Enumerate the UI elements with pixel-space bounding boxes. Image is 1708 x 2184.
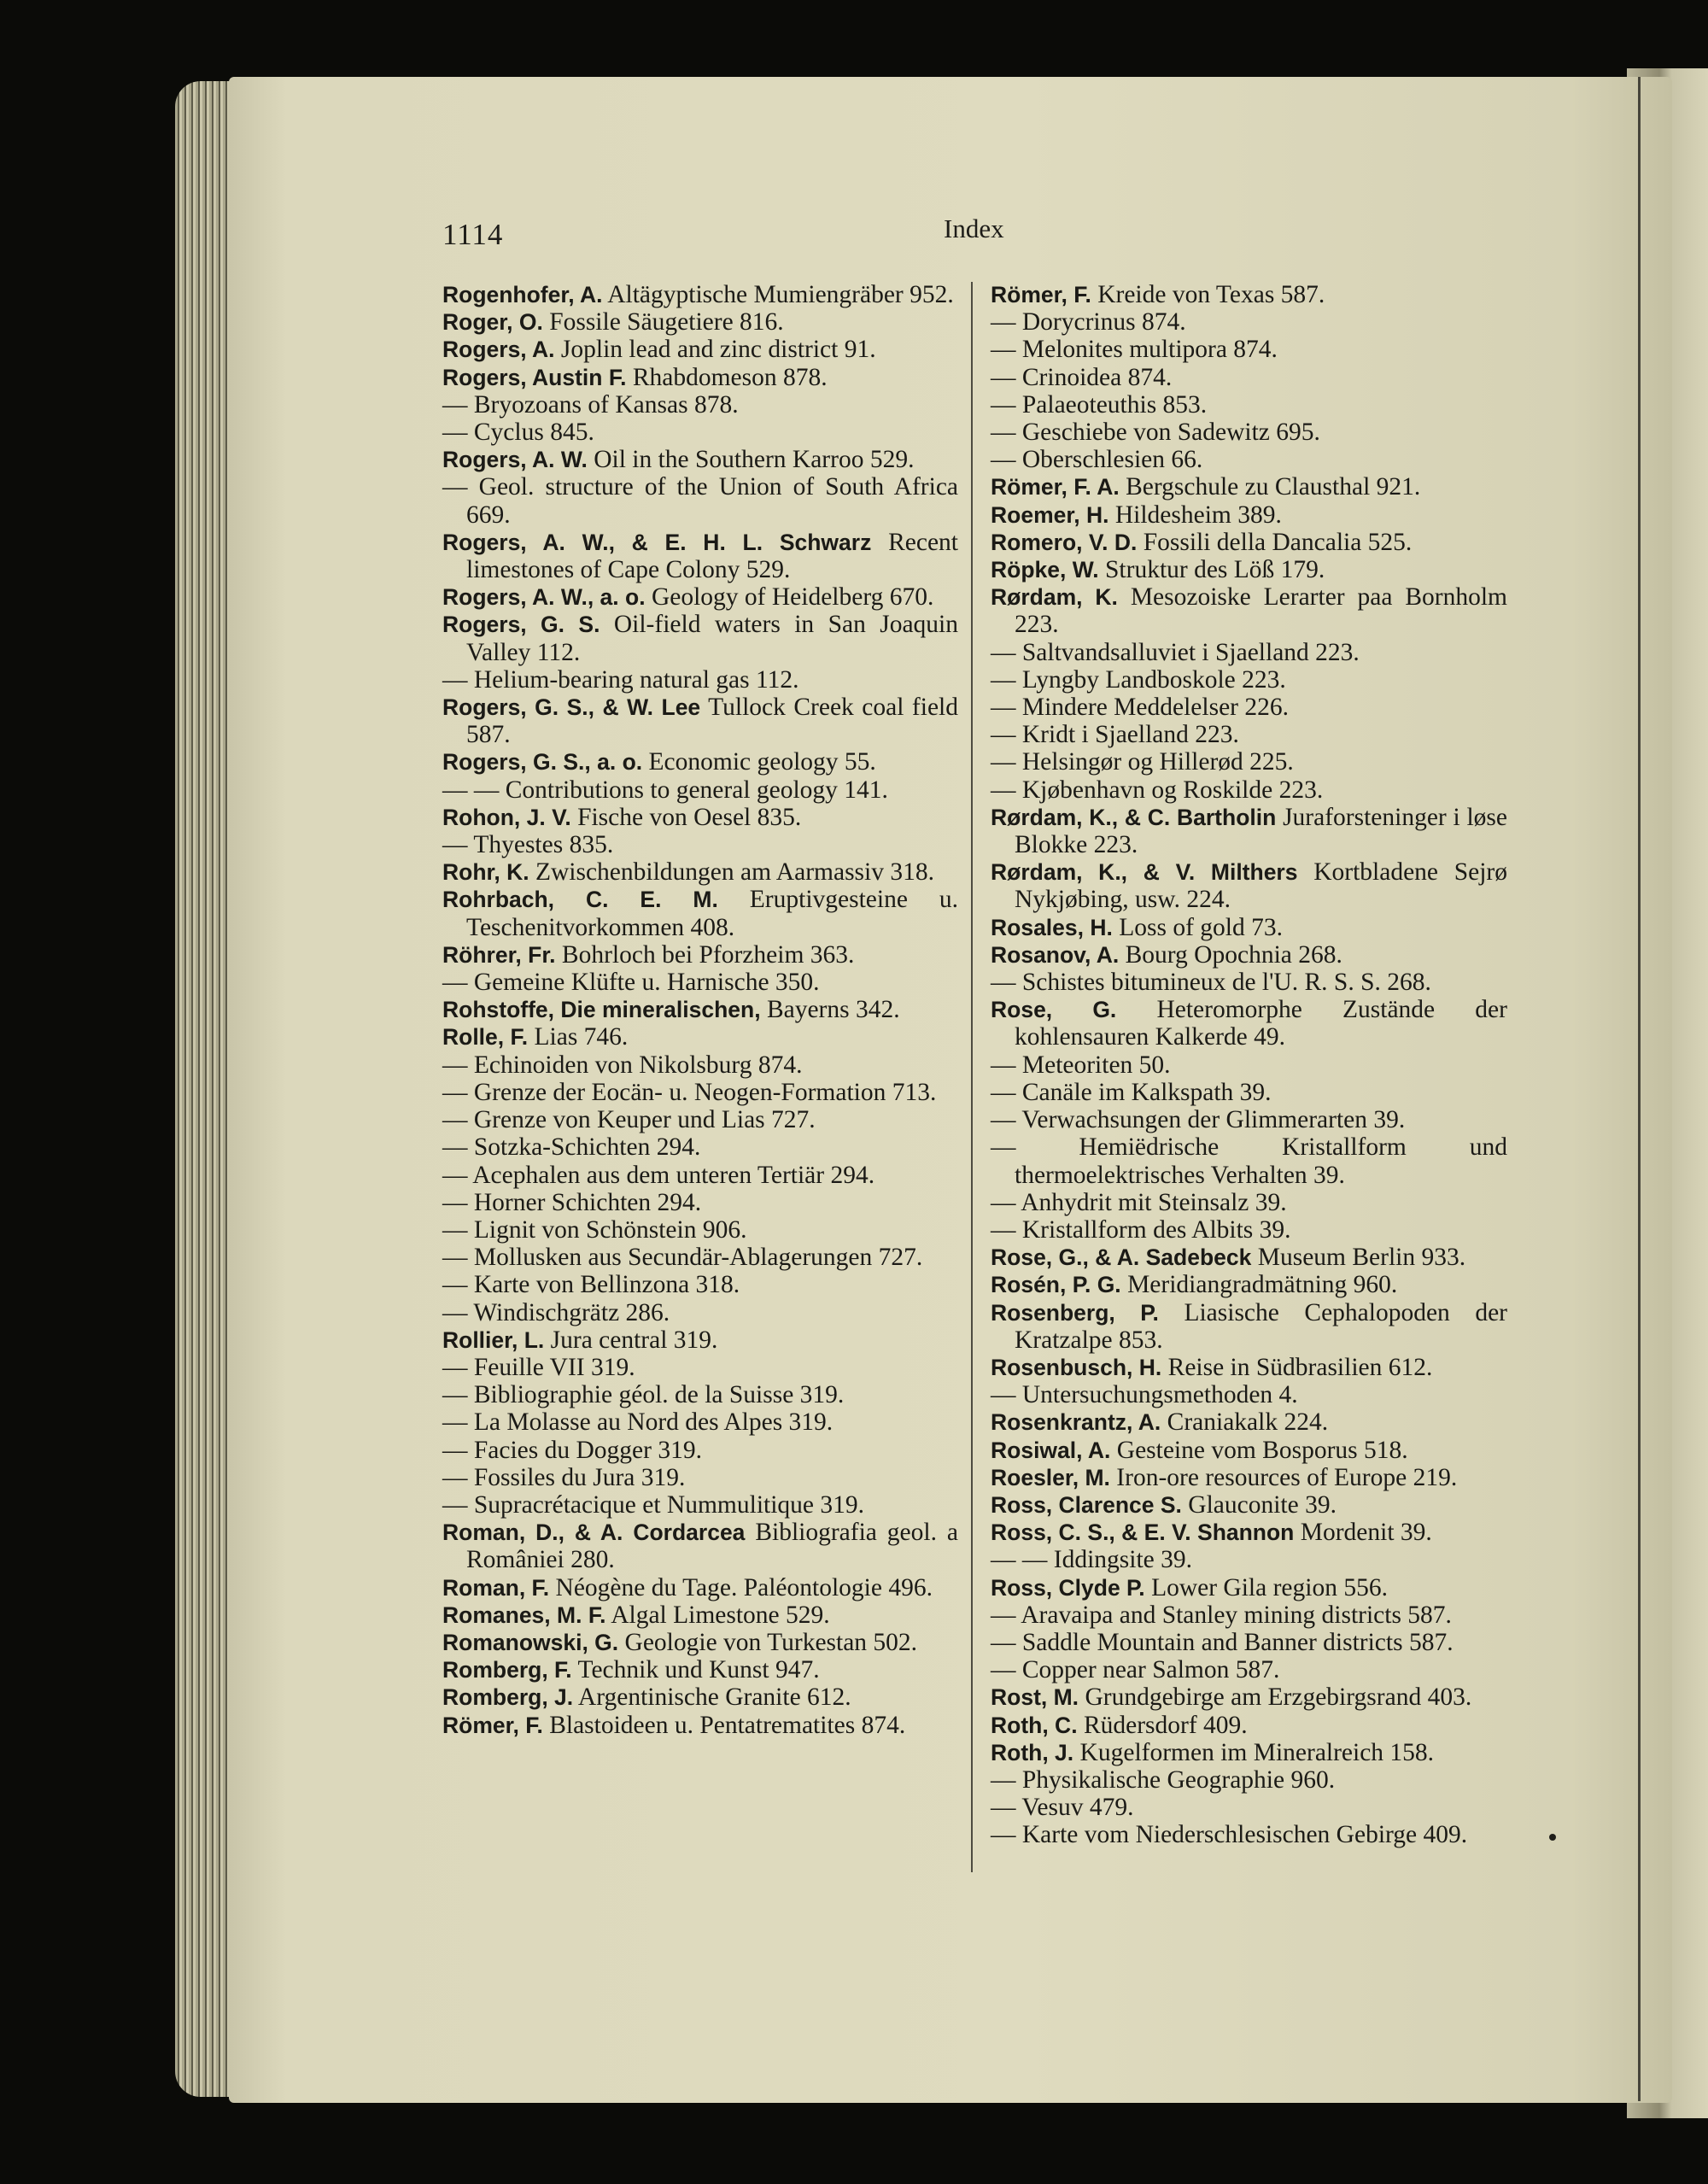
index-column-right bbox=[991, 281, 1507, 1849]
entry-title: Fossile Säugetiere 816. bbox=[549, 308, 784, 337]
entry-author: Rosenbusch, H. bbox=[991, 1354, 1162, 1380]
index-entry bbox=[991, 1408, 1507, 1436]
index-entry bbox=[991, 1601, 1507, 1629]
entry-title: Oil in the Southern Karroo 529. bbox=[594, 446, 915, 474]
entry-title: — Karte vom Niederschlesischen Gebirge 409. bbox=[991, 1821, 1468, 1849]
entry-title: Juraforsteninger i løse Blokke 223. bbox=[1015, 803, 1507, 859]
index-entry bbox=[442, 1574, 958, 1601]
entry-author: Rosenberg, P. bbox=[991, 1299, 1159, 1326]
entry-author: Rogers, A. bbox=[442, 337, 555, 363]
entry-title: — Crinoidea 874. bbox=[991, 363, 1173, 391]
running-head: Index bbox=[944, 214, 1004, 243]
entry-title: — Horner Schichten 294. bbox=[442, 1188, 702, 1216]
entry-title: — Untersuchungsmethoden 4. bbox=[991, 1381, 1298, 1409]
entry-title: — Lignit von Schönstein 906. bbox=[442, 1215, 747, 1244]
entry-title: Hildesheim 389. bbox=[1114, 501, 1282, 529]
index-entry bbox=[991, 1712, 1507, 1739]
entry-author: Rose, G., & A. Sadebeck bbox=[991, 1244, 1252, 1271]
entry-title: — Windischgrätz 286. bbox=[442, 1298, 670, 1326]
entry-title: — Melonites multipora 874. bbox=[991, 336, 1278, 364]
entry-title: — Meteoriten 50. bbox=[991, 1051, 1171, 1079]
column-divider bbox=[971, 282, 973, 1872]
index-entry bbox=[442, 529, 958, 583]
entry-title: Néogène du Tage. Paléontologie 496. bbox=[555, 1573, 933, 1601]
entry-author: Rohstoffe, Die mineralischen, bbox=[442, 997, 761, 1023]
entry-author: Römer, F. bbox=[991, 282, 1091, 307]
index-entry bbox=[991, 1766, 1507, 1794]
entry-author: Roth, J. bbox=[991, 1739, 1074, 1765]
index-entry bbox=[442, 419, 958, 446]
entry-title: — — Contributions to general geology 141. bbox=[442, 776, 888, 804]
entry-author: Römer, F. A. bbox=[991, 474, 1120, 501]
index-entry bbox=[991, 1739, 1507, 1766]
index-entry bbox=[442, 364, 958, 391]
entry-title: Recent limestones of Cape Colony 529. bbox=[466, 528, 958, 584]
index-entry bbox=[991, 1133, 1507, 1188]
entry-title: — Bryozoans of Kansas 878. bbox=[442, 390, 739, 419]
index-entry bbox=[991, 1437, 1507, 1464]
entry-author: Rogers, A. W., a. o. bbox=[442, 584, 646, 611]
entry-author: Rogers, G. S., a. o. bbox=[442, 749, 643, 776]
entry-author: Rogers, G. S. bbox=[442, 612, 600, 638]
entry-author: Rosiwal, A. bbox=[991, 1437, 1111, 1463]
index-entry bbox=[991, 1546, 1507, 1573]
entry-title: Geologie von Turkestan 502. bbox=[624, 1628, 918, 1656]
index-entry bbox=[991, 804, 1507, 858]
index-entry bbox=[442, 996, 958, 1023]
index-entry bbox=[442, 281, 958, 308]
index-entry bbox=[991, 996, 1507, 1051]
entry-title: Fossili della Dancalia 525. bbox=[1143, 528, 1413, 556]
index-entry bbox=[442, 1162, 958, 1189]
entry-author: Rosén, P. G. bbox=[991, 1272, 1121, 1298]
entry-title: — Helium-bearing natural gas 112. bbox=[442, 665, 799, 694]
entry-author: Roman, F. bbox=[442, 1574, 550, 1601]
entry-title: Struktur des Löß 179. bbox=[1105, 556, 1325, 584]
entry-title: Grundgebirge am Erzgebirgsrand 403. bbox=[1085, 1683, 1472, 1712]
entry-title: Craniakalk 224. bbox=[1167, 1408, 1329, 1437]
entry-title: — Schistes bitumineux de l'U. R. S. S. 268. bbox=[991, 969, 1431, 997]
index-entry bbox=[442, 583, 958, 611]
entry-title: Bibliografia geol. a României 280. bbox=[466, 1519, 958, 1574]
entry-title: — Acephalen aus dem unteren Tertiär 294. bbox=[442, 1161, 875, 1189]
entry-title: Mordenit 39. bbox=[1300, 1519, 1432, 1547]
index-entry bbox=[991, 776, 1507, 804]
entry-author: Ross, C. S., & E. V. Shannon bbox=[991, 1519, 1295, 1546]
index-entry bbox=[442, 694, 958, 748]
entry-author: Rogers, Austin F. bbox=[442, 364, 627, 390]
index-entry bbox=[991, 666, 1507, 694]
entry-title: Altägyptische Mumiengräber 952. bbox=[607, 281, 954, 308]
index-entry bbox=[991, 1051, 1507, 1079]
entry-title: Algal Limestone 529. bbox=[611, 1601, 830, 1629]
entry-title: Bayerns 342. bbox=[766, 996, 900, 1024]
entry-title: Kugelformen im Mineralreich 158. bbox=[1079, 1738, 1435, 1766]
index-entry bbox=[991, 1106, 1507, 1133]
index-entry bbox=[991, 721, 1507, 748]
index-entry bbox=[991, 446, 1507, 473]
entry-title: — Anhydrit mit Steinsalz 39. bbox=[991, 1188, 1287, 1216]
entry-title: — Vesuv 479. bbox=[991, 1794, 1134, 1822]
entry-title: Jura central 319. bbox=[550, 1326, 718, 1354]
index-entry bbox=[442, 1326, 958, 1354]
index-entry bbox=[991, 1821, 1507, 1848]
entry-title: — Copper near Salmon 587. bbox=[991, 1656, 1280, 1684]
entry-author: Roth, C. bbox=[991, 1712, 1078, 1738]
entry-title: Lower Gila region 556. bbox=[1151, 1573, 1388, 1601]
entry-title: — Grenze von Keuper und Lias 727. bbox=[442, 1106, 816, 1134]
entry-title: Kortbladene Sejrø Nykjøbing, usw. 224. bbox=[1015, 858, 1507, 914]
index-entry bbox=[991, 858, 1507, 913]
entry-title: — Kridt i Sjaelland 223. bbox=[991, 721, 1239, 749]
entry-title: — Oberschlesien 66. bbox=[991, 446, 1203, 474]
index-entry bbox=[442, 446, 958, 473]
entry-author: Romanes, M. F. bbox=[442, 1601, 606, 1628]
entry-author: Rogers, A. W., & E. H. L. Schwarz bbox=[442, 529, 872, 555]
index-entry bbox=[991, 1519, 1507, 1546]
index-entry bbox=[991, 336, 1507, 363]
index-entry bbox=[442, 611, 958, 665]
entry-author: Roemer, H. bbox=[991, 501, 1109, 528]
index-entry bbox=[991, 1491, 1507, 1519]
entry-title: Bourg Opochnia 268. bbox=[1125, 940, 1342, 969]
index-entry bbox=[442, 1381, 958, 1408]
entry-title: — Gemeine Klüfte u. Harnische 350. bbox=[442, 969, 820, 997]
entry-title: Geology of Heidelberg 670. bbox=[651, 583, 934, 612]
entry-title: — Thyestes 835. bbox=[442, 831, 614, 859]
index-entry bbox=[442, 391, 958, 419]
entry-title: — Kristallform des Albits 39. bbox=[991, 1215, 1291, 1244]
index-entry bbox=[991, 1354, 1507, 1381]
entry-title: — Grenze der Eocän- u. Neogen-Formation 713. bbox=[442, 1078, 937, 1106]
index-entry bbox=[442, 1299, 958, 1326]
index-entry bbox=[442, 1519, 958, 1573]
entry-title: — Echinoiden von Nikolsburg 874. bbox=[442, 1051, 803, 1079]
entry-title: Bergschule zu Clausthal 921. bbox=[1126, 473, 1421, 501]
entry-title: — Feuille VII 319. bbox=[442, 1353, 635, 1381]
index-entry bbox=[442, 1408, 958, 1436]
entry-author: Röhrer, Fr. bbox=[442, 941, 556, 968]
index-entry bbox=[442, 1216, 958, 1244]
index-entry bbox=[442, 1683, 958, 1711]
index-entry bbox=[442, 941, 958, 969]
entry-author: Rolle, F. bbox=[442, 1024, 529, 1051]
entry-title: — Dorycrinus 874. bbox=[991, 308, 1186, 337]
entry-title: Zwischenbildungen am Aarmassiv 318. bbox=[535, 858, 934, 887]
index-entry bbox=[991, 1216, 1507, 1244]
entry-author: Rogers, A. W. bbox=[442, 447, 588, 473]
entry-author: Ross, Clarence S. bbox=[991, 1491, 1182, 1518]
entry-title: Reise in Südbrasilien 612. bbox=[1167, 1353, 1433, 1381]
spine-line bbox=[1638, 77, 1641, 2101]
index-entry bbox=[442, 1437, 958, 1464]
index-entry bbox=[991, 1656, 1507, 1683]
entry-title: Technik und Kunst 947. bbox=[577, 1656, 820, 1684]
entry-author: Rose, G. bbox=[991, 997, 1117, 1023]
entry-author: Römer, F. bbox=[442, 1712, 543, 1738]
entry-title: Rhabdomeson 878. bbox=[632, 363, 828, 391]
entry-author: Roman, D., & A. Cordarcea bbox=[442, 1519, 746, 1546]
entry-author: Rogers, G. S., & W. Lee bbox=[442, 694, 701, 721]
entry-title: — Supracrétacique et Nummulitique 319. bbox=[442, 1490, 864, 1519]
index-entry bbox=[991, 639, 1507, 666]
index-entry bbox=[991, 914, 1507, 941]
index-entry bbox=[991, 281, 1507, 308]
entry-author: Romberg, J. bbox=[442, 1684, 574, 1711]
index-entry bbox=[991, 1629, 1507, 1656]
index-entry bbox=[442, 1712, 958, 1739]
entry-title: Tullock Creek coal field 587. bbox=[466, 694, 958, 749]
index-entry bbox=[991, 1464, 1507, 1491]
entry-title: Economic geology 55. bbox=[648, 748, 876, 776]
entry-author: Rørdam, K. bbox=[991, 584, 1118, 611]
entry-title: — Saltvandsalluviet i Sjaelland 223. bbox=[991, 638, 1360, 666]
entry-title: Heteromorphe Zustände der kohlensauren Kalkerde 49. bbox=[1015, 996, 1507, 1051]
entry-title: — Bibliographie géol. de la Suisse 319. bbox=[442, 1381, 845, 1409]
index-entry bbox=[442, 831, 958, 858]
entry-title: Argentinische Granite 612. bbox=[577, 1683, 851, 1712]
entry-title: — Kjøbenhavn og Roskilde 223. bbox=[991, 776, 1324, 804]
entry-author: Romanowski, G. bbox=[442, 1629, 619, 1655]
entry-author: Rosanov, A. bbox=[991, 941, 1120, 968]
entry-title: — Karte von Bellinzona 318. bbox=[442, 1271, 740, 1299]
entry-title: Lias 746. bbox=[534, 1023, 629, 1051]
entry-title: — Geol. structure of the Union of South Africa 669. bbox=[442, 473, 958, 529]
index-entry bbox=[991, 556, 1507, 583]
index-entry bbox=[442, 1244, 958, 1271]
index-entry bbox=[991, 1299, 1507, 1354]
index-entry bbox=[442, 473, 958, 528]
entry-title: Mesozoiske Lerarter paa Bornholm 223. bbox=[1015, 583, 1508, 639]
index-entry bbox=[442, 1354, 958, 1381]
entry-author: Rollier, L. bbox=[442, 1326, 545, 1353]
entry-title: — Verwachsungen der Glimmerarten 39. bbox=[991, 1106, 1406, 1134]
entry-title: Meridiangradmätning 960. bbox=[1127, 1271, 1398, 1299]
entry-title: — Aravaipa and Stanley mining districts 587. bbox=[991, 1601, 1452, 1629]
entry-author: Rohrbach, C. E. M. bbox=[442, 887, 718, 913]
index-entry bbox=[991, 308, 1507, 336]
entry-title: — Helsingør og Hillerød 225. bbox=[991, 748, 1294, 776]
index-entry bbox=[442, 858, 958, 886]
entry-author: Roesler, M. bbox=[991, 1464, 1110, 1490]
index-entry bbox=[991, 1271, 1507, 1298]
index-entry bbox=[442, 1464, 958, 1491]
index-entry bbox=[442, 666, 958, 694]
index-entry bbox=[442, 1601, 958, 1629]
margin-speck bbox=[1549, 1834, 1556, 1841]
index-entry bbox=[442, 308, 958, 336]
entry-title: Museum Berlin 933. bbox=[1257, 1244, 1466, 1272]
entry-title: — Hemiëdrische Kristallform und thermoelektrisches Verhalten 39. bbox=[991, 1133, 1507, 1189]
index-entry bbox=[442, 886, 958, 940]
index-entry bbox=[442, 1491, 958, 1519]
entry-title: — Mollusken aus Secundär-Ablagerungen 727. bbox=[442, 1244, 923, 1272]
index-entry bbox=[991, 941, 1507, 969]
entry-title: Iron-ore resources of Europe 219. bbox=[1116, 1463, 1458, 1491]
index-entry bbox=[442, 1656, 958, 1683]
entry-author: Romberg, F. bbox=[442, 1657, 572, 1683]
index-column-left bbox=[442, 281, 958, 1739]
index-entry bbox=[991, 391, 1507, 419]
entry-title: — Cyclus 845. bbox=[442, 419, 594, 447]
index-entry bbox=[442, 336, 958, 363]
index-entry bbox=[442, 1023, 958, 1051]
index-entry bbox=[442, 776, 958, 804]
index-entry bbox=[991, 1381, 1507, 1408]
entry-author: Rohr, K. bbox=[442, 859, 529, 886]
index-entry bbox=[991, 1794, 1507, 1821]
entry-title: Loss of gold 73. bbox=[1119, 913, 1283, 941]
entry-title: Bohrloch bei Pforzheim 363. bbox=[561, 940, 855, 969]
index-entry bbox=[442, 1629, 958, 1656]
index-entry bbox=[442, 804, 958, 831]
entry-author: Röpke, W. bbox=[991, 557, 1099, 583]
entry-title: — Saddle Mountain and Banner districts 587. bbox=[991, 1628, 1454, 1656]
entry-title: — — Iddingsite 39. bbox=[991, 1546, 1192, 1574]
entry-title: Glauconite 39. bbox=[1188, 1490, 1337, 1519]
entry-title: — Canäle im Kalkspath 39. bbox=[991, 1078, 1272, 1106]
entry-title: Liasische Cephalopoden der Kratzalpe 853. bbox=[1015, 1298, 1507, 1354]
entry-title: — Palaeoteuthis 853. bbox=[991, 390, 1208, 419]
entry-author: Romero, V. D. bbox=[991, 529, 1138, 555]
index-entry bbox=[991, 1079, 1507, 1106]
entry-author: Ross, Clyde P. bbox=[991, 1574, 1145, 1601]
index-entry bbox=[442, 969, 958, 996]
index-entry bbox=[991, 419, 1507, 446]
index-entry bbox=[442, 1079, 958, 1106]
index-entry bbox=[991, 748, 1507, 776]
index-entry bbox=[442, 1106, 958, 1133]
index-entry bbox=[991, 473, 1507, 501]
index-entry bbox=[442, 1189, 958, 1216]
index-entry bbox=[991, 364, 1507, 391]
entry-author: Roger, O. bbox=[442, 309, 543, 336]
entry-title: Gesteine vom Bosporus 518. bbox=[1116, 1436, 1408, 1464]
entry-title: — Facies du Dogger 319. bbox=[442, 1436, 702, 1464]
page-number: 1114 bbox=[442, 218, 504, 251]
entry-title: Rüdersdorf 409. bbox=[1083, 1711, 1248, 1739]
index-entry bbox=[442, 1271, 958, 1298]
entry-title: Blastoideen u. Pentatrematites 874. bbox=[549, 1711, 906, 1739]
entry-author: Rost, M. bbox=[991, 1684, 1079, 1711]
entry-title: — La Molasse au Nord des Alpes 319. bbox=[442, 1408, 834, 1437]
entry-author: Rosales, H. bbox=[991, 914, 1113, 940]
entry-title: Eruptivgesteine u. Teschenitvorkommen 408. bbox=[466, 886, 958, 941]
index-entry bbox=[991, 501, 1507, 529]
entry-title: Kreide von Texas 587. bbox=[1097, 281, 1325, 308]
index-entry bbox=[991, 694, 1507, 721]
index-entry bbox=[991, 1683, 1507, 1711]
entry-title: Joplin lead and zinc district 91. bbox=[560, 336, 876, 364]
index-entry bbox=[442, 1051, 958, 1079]
index-entry bbox=[442, 1133, 958, 1161]
entry-title: — Sotzka-Schichten 294. bbox=[442, 1133, 701, 1162]
index-entry bbox=[991, 583, 1507, 638]
entry-author: Rogenhofer, A. bbox=[442, 282, 603, 307]
entry-author: Rohon, J. V. bbox=[442, 804, 571, 830]
entry-title: — Fossiles du Jura 319. bbox=[442, 1463, 686, 1491]
index-entry bbox=[991, 529, 1507, 556]
index-entry bbox=[991, 1189, 1507, 1216]
entry-author: Rosenkrantz, A. bbox=[991, 1409, 1161, 1436]
index-entry bbox=[991, 1574, 1507, 1601]
entry-author: Rørdam, K., & V. Milthers bbox=[991, 859, 1298, 886]
entry-title: Oil-field waters in San Joaquin Valley 112. bbox=[466, 611, 958, 666]
index-entry bbox=[991, 969, 1507, 996]
entry-title: — Lyngby Landboskole 223. bbox=[991, 665, 1286, 694]
entry-title: Fische von Oesel 835. bbox=[577, 803, 802, 831]
entry-title: — Physikalische Geographie 960. bbox=[991, 1765, 1336, 1794]
entry-author: Rørdam, K., & C. Bartholin bbox=[991, 804, 1277, 830]
index-entry bbox=[442, 748, 958, 776]
entry-title: — Geschiebe von Sadewitz 695. bbox=[991, 419, 1320, 447]
index-entry bbox=[991, 1244, 1507, 1271]
entry-title: — Mindere Meddelelser 226. bbox=[991, 694, 1289, 722]
